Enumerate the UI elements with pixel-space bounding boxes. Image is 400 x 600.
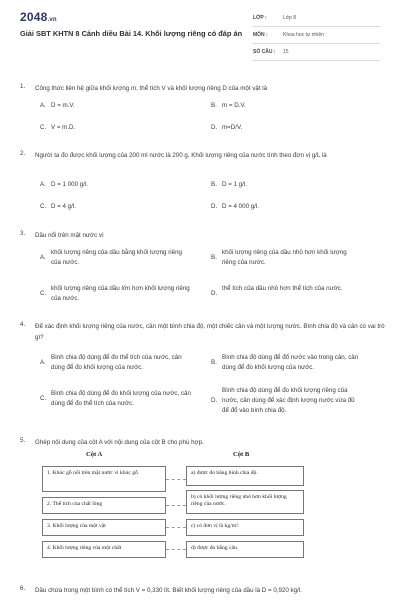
option-d[interactable] (211, 284, 361, 306)
connector-line (166, 549, 186, 550)
option-text: Bình chia độ dùng để đo khối lượng của nước, cân dùng để đo thể tích của nước. (51, 390, 191, 407)
option-text: m=D/V. (222, 124, 243, 131)
option-c[interactable] (40, 284, 190, 306)
option-label: B. (211, 359, 217, 366)
option-label: A. (40, 102, 46, 109)
meta-key: SỐ CÂU : (253, 49, 276, 55)
option-label: D. (211, 124, 218, 131)
logo-main: 2048 (20, 10, 48, 24)
option-text: khối lượng riêng của dầu bằng khối lượng riêng của nước. (51, 249, 182, 266)
option-b[interactable] (211, 353, 361, 375)
option-text: khối lượng riêng của dầu nhỏ hơn khối lượng riêng của nước. (222, 249, 347, 266)
question-number: 6. (20, 585, 26, 592)
column-b-item-d[interactable]: d) được đo bằng cân. (186, 541, 304, 558)
option-text: Bình chia độ dùng để đo khối lượng riêng của nước, cân dùng để xác định lượng nước vừa đủ để đổ vào bình chia độ. (222, 387, 355, 414)
question-text: Để xác định khối lượng riêng của nước, cần một bình chia độ, một chiếc cân và một lượng nước. Bình chia độ và cân có vai trò gì? (35, 323, 385, 341)
column-a-item-3[interactable]: 3. Khối lượng của một vật (42, 519, 166, 536)
column-b-item-a[interactable]: a) được đo bằng bình chia độ. (186, 466, 304, 486)
page-title: Giải SBT KHTN 8 Cánh diều Bài 14. Khối lượng riêng có đáp án (20, 29, 243, 38)
option-c[interactable] (40, 389, 190, 411)
connector-line (166, 505, 186, 506)
option-label: C. (40, 395, 47, 402)
column-a-item-1[interactable]: 1. Khúc gỗ nổi trên mặt nước vì khúc gỗ (42, 466, 166, 492)
option-text: D = 1 g/l. (222, 181, 247, 188)
page-header (0, 0, 400, 62)
question-number: 4. (20, 321, 26, 328)
option-label: A. (40, 254, 46, 261)
column-a-item-4[interactable]: 4. Khối lượng riêng của một chất (42, 541, 166, 558)
connector-line (166, 479, 186, 480)
connector-line (166, 527, 186, 528)
option-d[interactable] (211, 386, 361, 418)
column-a-item-2[interactable]: 2. Thể tích của chất lỏng (42, 497, 166, 514)
question-number: 2. (20, 150, 26, 157)
option-label: C. (40, 124, 47, 131)
option-a[interactable] (40, 248, 190, 270)
meta-row-count (253, 47, 381, 61)
question-text: Ghép nội dung của cột A với nội dung của cột B cho phù hợp. (35, 439, 204, 446)
column-a-title: Cột A (86, 451, 103, 458)
meta-value: Lớp 8 (283, 15, 297, 21)
option-text: D = m.V. (51, 102, 75, 109)
column-b-title: Cột B (233, 451, 250, 458)
logo-suffix: .vn (47, 17, 57, 23)
option-a[interactable] (40, 353, 190, 375)
option-text: Bình chia độ dùng để đo thể tích của nước, cân dùng để đo khối lượng của nước. (51, 354, 182, 371)
column-b-item-b[interactable]: b) có khối lượng riêng nhỏ hơn khối lượng riêng của nước. (186, 490, 304, 514)
meta-row-subject (253, 30, 381, 44)
option-label: A. (40, 359, 46, 366)
option-b[interactable] (211, 248, 361, 270)
option-label: B. (211, 254, 217, 261)
meta-key: LỚP : (253, 15, 267, 21)
question-text: Công thức liên hệ giữa khối lượng m, thể tích V và khối lượng riêng D của một vật là (35, 85, 268, 92)
question-text: Người ta đo được khối lượng của 200 ml nước là 200 g. Khối lượng riêng của nước tính theo đơn vị g/L là (35, 152, 327, 159)
option-text: D = 4 g/l. (51, 203, 76, 210)
option-label: C. (40, 290, 47, 297)
question-number: 3. (20, 230, 26, 237)
meta-key: MÔN : (253, 32, 268, 38)
option-label: A. (40, 181, 46, 188)
option-text: m = D.V. (222, 102, 246, 109)
meta-value: Khoa học tự nhiên (283, 32, 324, 38)
option-text: D = 4 000 g/l. (222, 203, 259, 210)
option-text: Bình chia độ dùng để đổ nước vào trong cân, cân dùng để đo khối lượng của nước. (222, 354, 359, 371)
option-text: D = 1 000 g/l. (51, 181, 88, 188)
option-label: B. (211, 102, 217, 109)
question-number: 5. (20, 437, 26, 444)
column-b-item-c[interactable]: c) có đơn vị là kg/m³. (186, 519, 304, 536)
option-text: V = m.D. (51, 124, 76, 131)
option-label: D. (211, 203, 218, 210)
meta-row-class (253, 13, 381, 27)
option-text: thể tích của dầu nhỏ hơn thể tích của nước. (222, 285, 343, 292)
question-text: Dầu chứa trong một bình có thể tích V = 0,330 lít. Biết khối lượng riêng của dầu là D = 0,920 kg/l. (35, 587, 302, 594)
meta-value: 15 (283, 49, 289, 55)
meta-table (253, 13, 381, 64)
option-label: B. (211, 181, 217, 188)
option-label: C. (40, 203, 47, 210)
site-logo[interactable] (20, 10, 57, 24)
question-number: 1. (20, 83, 26, 90)
option-label: D. (211, 290, 218, 297)
question-text: Dầu nổi trên mặt nước vì (35, 232, 104, 239)
option-text: khối lượng riêng của dầu lớn hơn khối lượng riêng của nước. (51, 285, 190, 302)
option-label: D. (211, 397, 218, 404)
